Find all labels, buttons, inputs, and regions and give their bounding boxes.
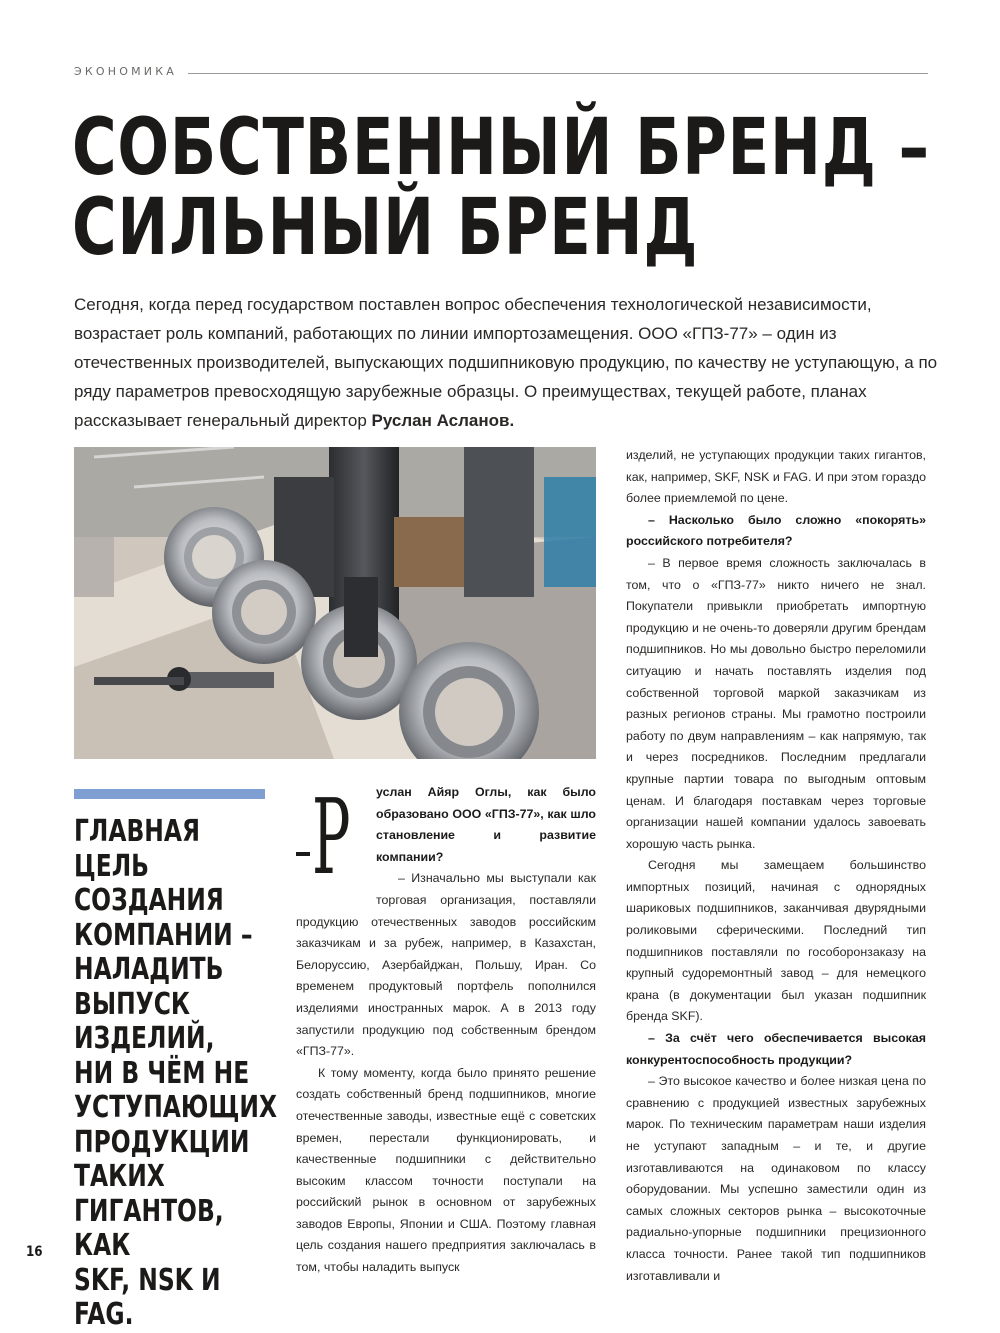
dropcap-letter: Р xyxy=(312,776,351,898)
article-lead xyxy=(74,290,944,435)
interview-answer: – Изначально мы выступали как торговая организация, поставляли продукцию отечественных заводов российским заказчикам и за рубеж, например, в Казахстан, Белоруссию, Азербайджан, Польшу, Иран. Со временем продуктовый портфель пополнился изделиями иностранных марок. А в 2013 году запустили продукцию под собственным брендом «ГПЗ-77». xyxy=(296,871,596,1059)
interview-question: услан Айяр Оглы, как было образовано ООО «ГПЗ-77», как шло становление и развитие компании? xyxy=(376,785,596,864)
interview-question: – За счёт чего обеспечивается высокая конкурентоспособность продукции? xyxy=(626,1031,926,1067)
interview-answer: изделий, не уступающих продукции таких гигантов, как, например, SKF, NSK и FAG. И при этом гораздо более приемлемой по цене. xyxy=(626,448,926,506)
interview-answer: К тому моменту, когда было принято решение создать собственный бренд подшипников, многие отечественные заводы, известные ещё с советских времен, перестали функционировать, и качественные подшипники с действительно высоким классом точности поступали на российский рынок в основном от зарубежных заводов Европы, Японии и США. Поэтому главная цель создания нашего предприятия заключалась в том, чтобы наладить выпуск xyxy=(296,1065,596,1275)
interview-answer: – В первое время сложность заключалась в том, что о «ГПЗ-77» никто ничего не знал. Покупатели привыкли приобретать импортную продукцию и не очень-то доверяли другим брендам подшипников. Но мы довольно быстро переломили ситуацию и начать поставлять изделия под собственной торговой маркой заказчикам из разных регионов страны. Мы грамотно построили работу по двум направлениям – как напрямую, так и через посредников. Последним предлагали крупные партии товара по выгодным оптовым ценам. И благодаря поставкам через торговые организации нашей компании удалось завоевать хорошую часть рынка. xyxy=(626,555,926,851)
article-column-right xyxy=(626,445,926,1287)
interview-question: – Насколько было сложно «покорять» российского потребителя? xyxy=(626,512,926,549)
headline-line-1: СОБСТВЕННЫЙ БРЕНД – xyxy=(72,103,930,193)
page-number: 16 xyxy=(26,1244,43,1260)
headline-line-2: СИЛЬНЫЙ БРЕНД xyxy=(72,183,699,273)
lead-text: Сегодня, когда перед государством поставлен вопрос обеспечения технологической независимости, возрастает роль компаний, работающих по линии импортозамещения. ООО «ГПЗ-77» – один из отечественных производителей, выпускающих подшипниковую продукцию, по качеству не уступающую, а по ряду параметров превосходящую зарубежные образцы. О преимуществах, текущей работе, планах рассказывает генеральный директор xyxy=(74,295,938,430)
section-label: ЭКОНОМИКА xyxy=(74,65,177,78)
article-column-middle xyxy=(296,776,596,1279)
section-divider xyxy=(188,73,928,74)
article-headline xyxy=(72,103,930,273)
interview-answer: – Это высокое качество и более низкая цена по сравнению с продукцией известных зарубежных марок. По техническим параметрам наши изделия не уступают западным – и те, и другие изготавливаются на одинаковом по классу оборудовании. Мы успешно заместили один из самых сложных секторов рынка – высокоточные радиально-упорные подшипники прецизионного класса точности. Ранее такой тип подшипников изготавливали и xyxy=(626,1074,926,1283)
pull-quote: ГЛАВНАЯ ЦЕЛЬ СОЗДАНИЯ КОМПАНИИ – НАЛАДИТЬ ВЫПУСК ИЗДЕЛИЙ, НИ В ЧЁМ НЕ УСТУПАЮЩИХ ПРОДУКЦИИ ТАКИХ ГИГАНТОВ, КАК SKF, NSK И FAG. xyxy=(74,814,278,1332)
lead-author: Руслан Асланов. xyxy=(371,411,515,430)
pull-quote-accent-bar xyxy=(74,789,265,799)
interview-answer: Сегодня мы замещаем большинство импортных позиций, начиная с однорядных шариковых подшипников, заканчивая двурядными роликовыми сферическими. Последний тип подшипников поставляли по гособоронзаказу на крупный судоремонтный завод – для немецкого крана (в документации был указан подшипник бренда SKF). xyxy=(626,858,926,1024)
dropcap-dash xyxy=(296,852,310,856)
bearings-illustration xyxy=(74,447,596,759)
bearings-production-photo xyxy=(74,447,596,759)
dropcap-block xyxy=(296,776,370,904)
